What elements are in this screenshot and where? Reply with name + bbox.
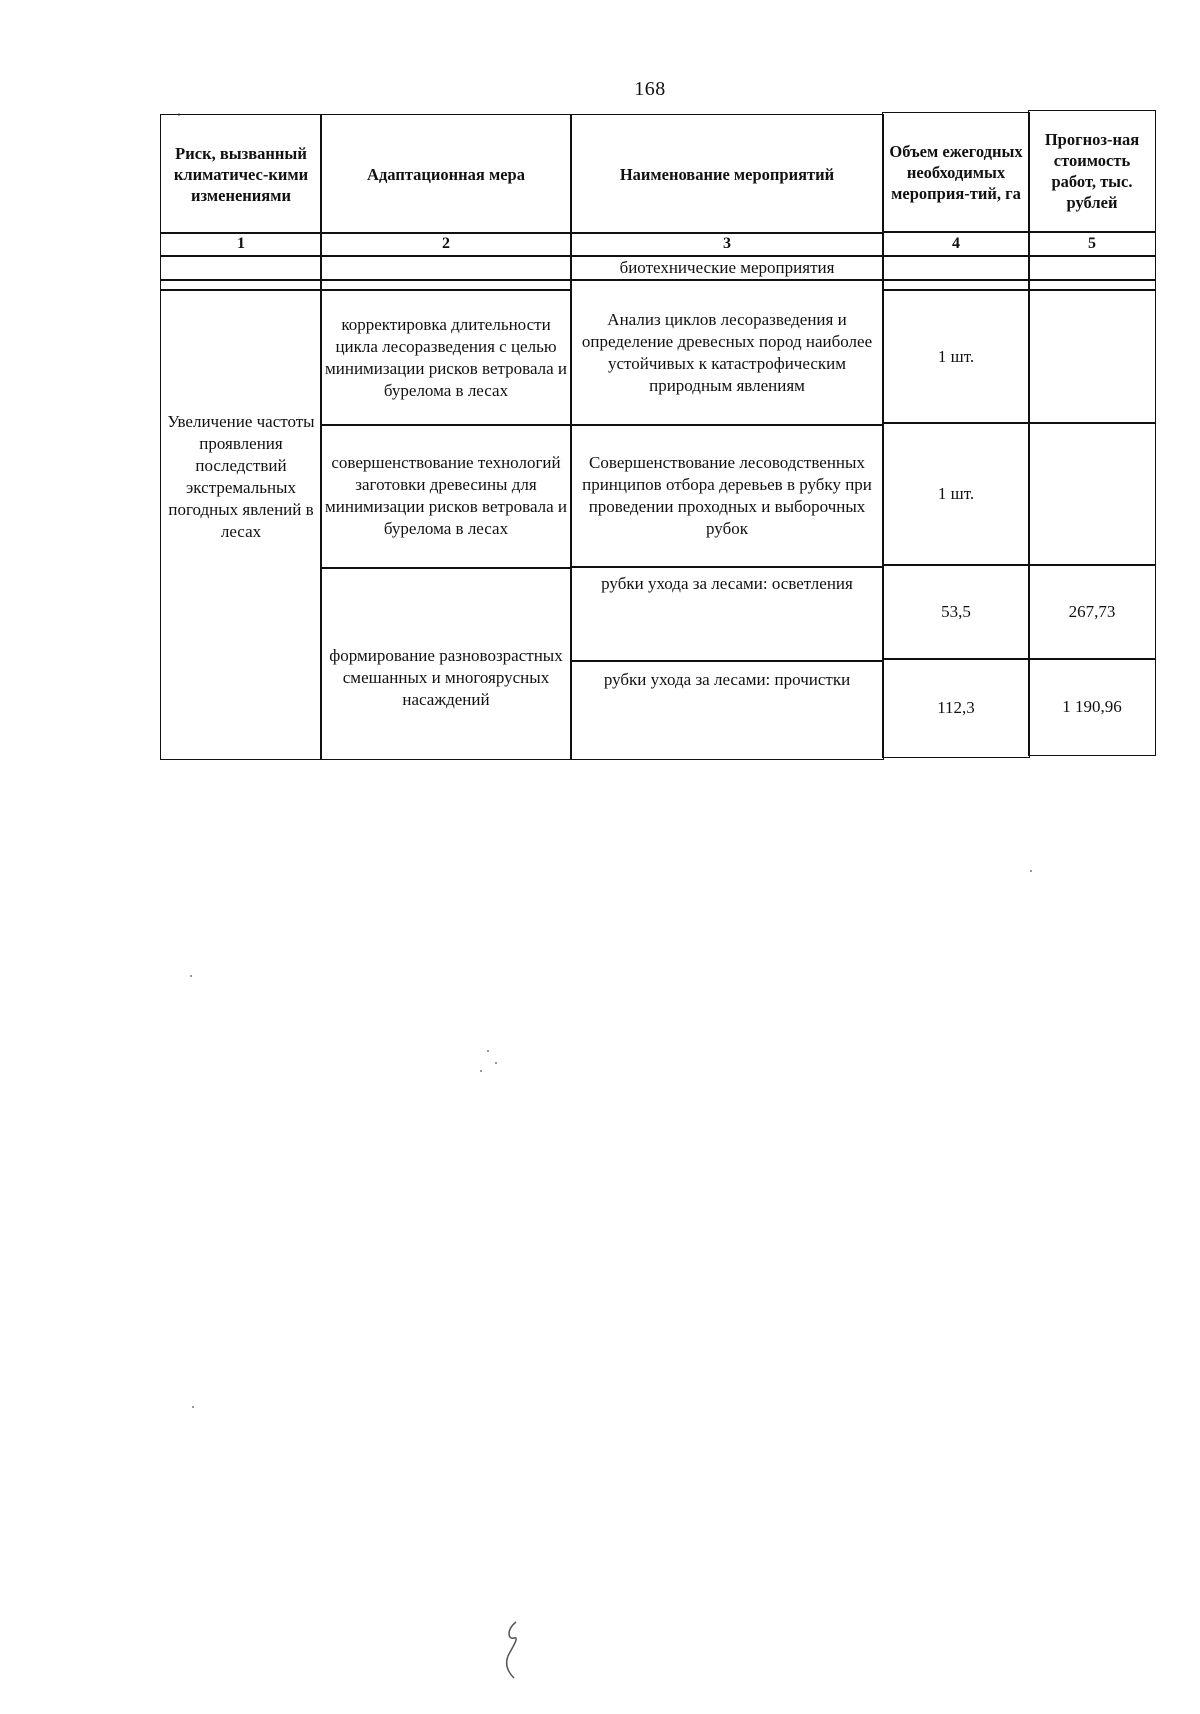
activity-cell-2: Совершенствование лесоводственных принципов отбора деревьев в рубку при проведении проходных и выборочных рубок: [570, 424, 884, 568]
measure-cell-2: совершенствование технологий заготовки древесины для минимизации рисков ветровала и бурелома в лесах: [320, 424, 572, 568]
risk-cell: Увеличение частоты проявления последствий экстремальных погодных явлений в лесах: [160, 290, 322, 760]
column-number-4: 4: [882, 232, 1030, 256]
header-cost: Прогноз-ная стоимость работ, тыс. рублей: [1028, 110, 1156, 232]
activity-cell-1: Анализ циклов лесоразведения и определение древесных пород наиболее устойчивых к катастрофическим природным явлениям: [570, 280, 884, 426]
header-activity: Наименование мероприятий: [570, 114, 884, 234]
measure-cell-3: формирование разновозрастных смешанных и многоярусных насаждений: [320, 568, 572, 760]
cost-cell-1: [1028, 290, 1156, 424]
spacer-cell-4: [882, 280, 1030, 290]
volume-cell-2: 1 шт.: [882, 422, 1030, 566]
section-empty-5: [1028, 256, 1156, 280]
spacer-cell-2: [320, 280, 572, 290]
activity-cell-3: рубки ухода за лесами: осветления: [570, 566, 884, 662]
scan-artifact-mark: ˌ: [176, 96, 182, 116]
cost-cell-2: [1028, 422, 1156, 566]
volume-cell-3: 53,5: [882, 564, 1030, 660]
section-title: биотехнические мероприятия: [570, 256, 884, 280]
section-empty-4: [882, 256, 1030, 280]
activity-cell-4: рубки ухода за лесами: прочистки: [570, 660, 884, 760]
cost-cell-3: 267,73: [1028, 564, 1156, 660]
page-number: 168: [634, 78, 666, 100]
scan-speck: [495, 1062, 497, 1064]
scan-speck: [480, 1070, 482, 1072]
measure-cell-1: корректировка длительности цикла лесоразведения с целью минимизации рисков ветровала и бурелома в лесах: [320, 290, 572, 426]
column-number-2: 2: [320, 232, 572, 256]
column-number-1: 1: [160, 232, 322, 256]
cost-cell-4: 1 190,96: [1028, 658, 1156, 756]
column-number-3: 3: [570, 232, 884, 256]
header-volume: Объем ежегодных необходимых мероприя-тий, га: [882, 112, 1030, 232]
scan-speck: [190, 975, 192, 977]
volume-cell-1: 1 шт.: [882, 290, 1030, 424]
volume-cell-4: 112,3: [882, 658, 1030, 758]
scan-speck: [192, 1406, 194, 1408]
section-empty-2: [320, 256, 572, 280]
header-risk: Риск, вызванный климатичес-кими изменениями: [160, 114, 322, 234]
spacer-cell-1: [160, 280, 322, 290]
scan-speck: [487, 1050, 489, 1052]
header-measure: Адаптационная мера: [320, 114, 572, 234]
scan-scribble-mark: [498, 1618, 528, 1682]
spacer-cell-5: [1028, 280, 1156, 290]
column-number-5: 5: [1028, 232, 1156, 256]
section-empty-1: [160, 256, 322, 280]
scan-speck: [1030, 870, 1032, 872]
